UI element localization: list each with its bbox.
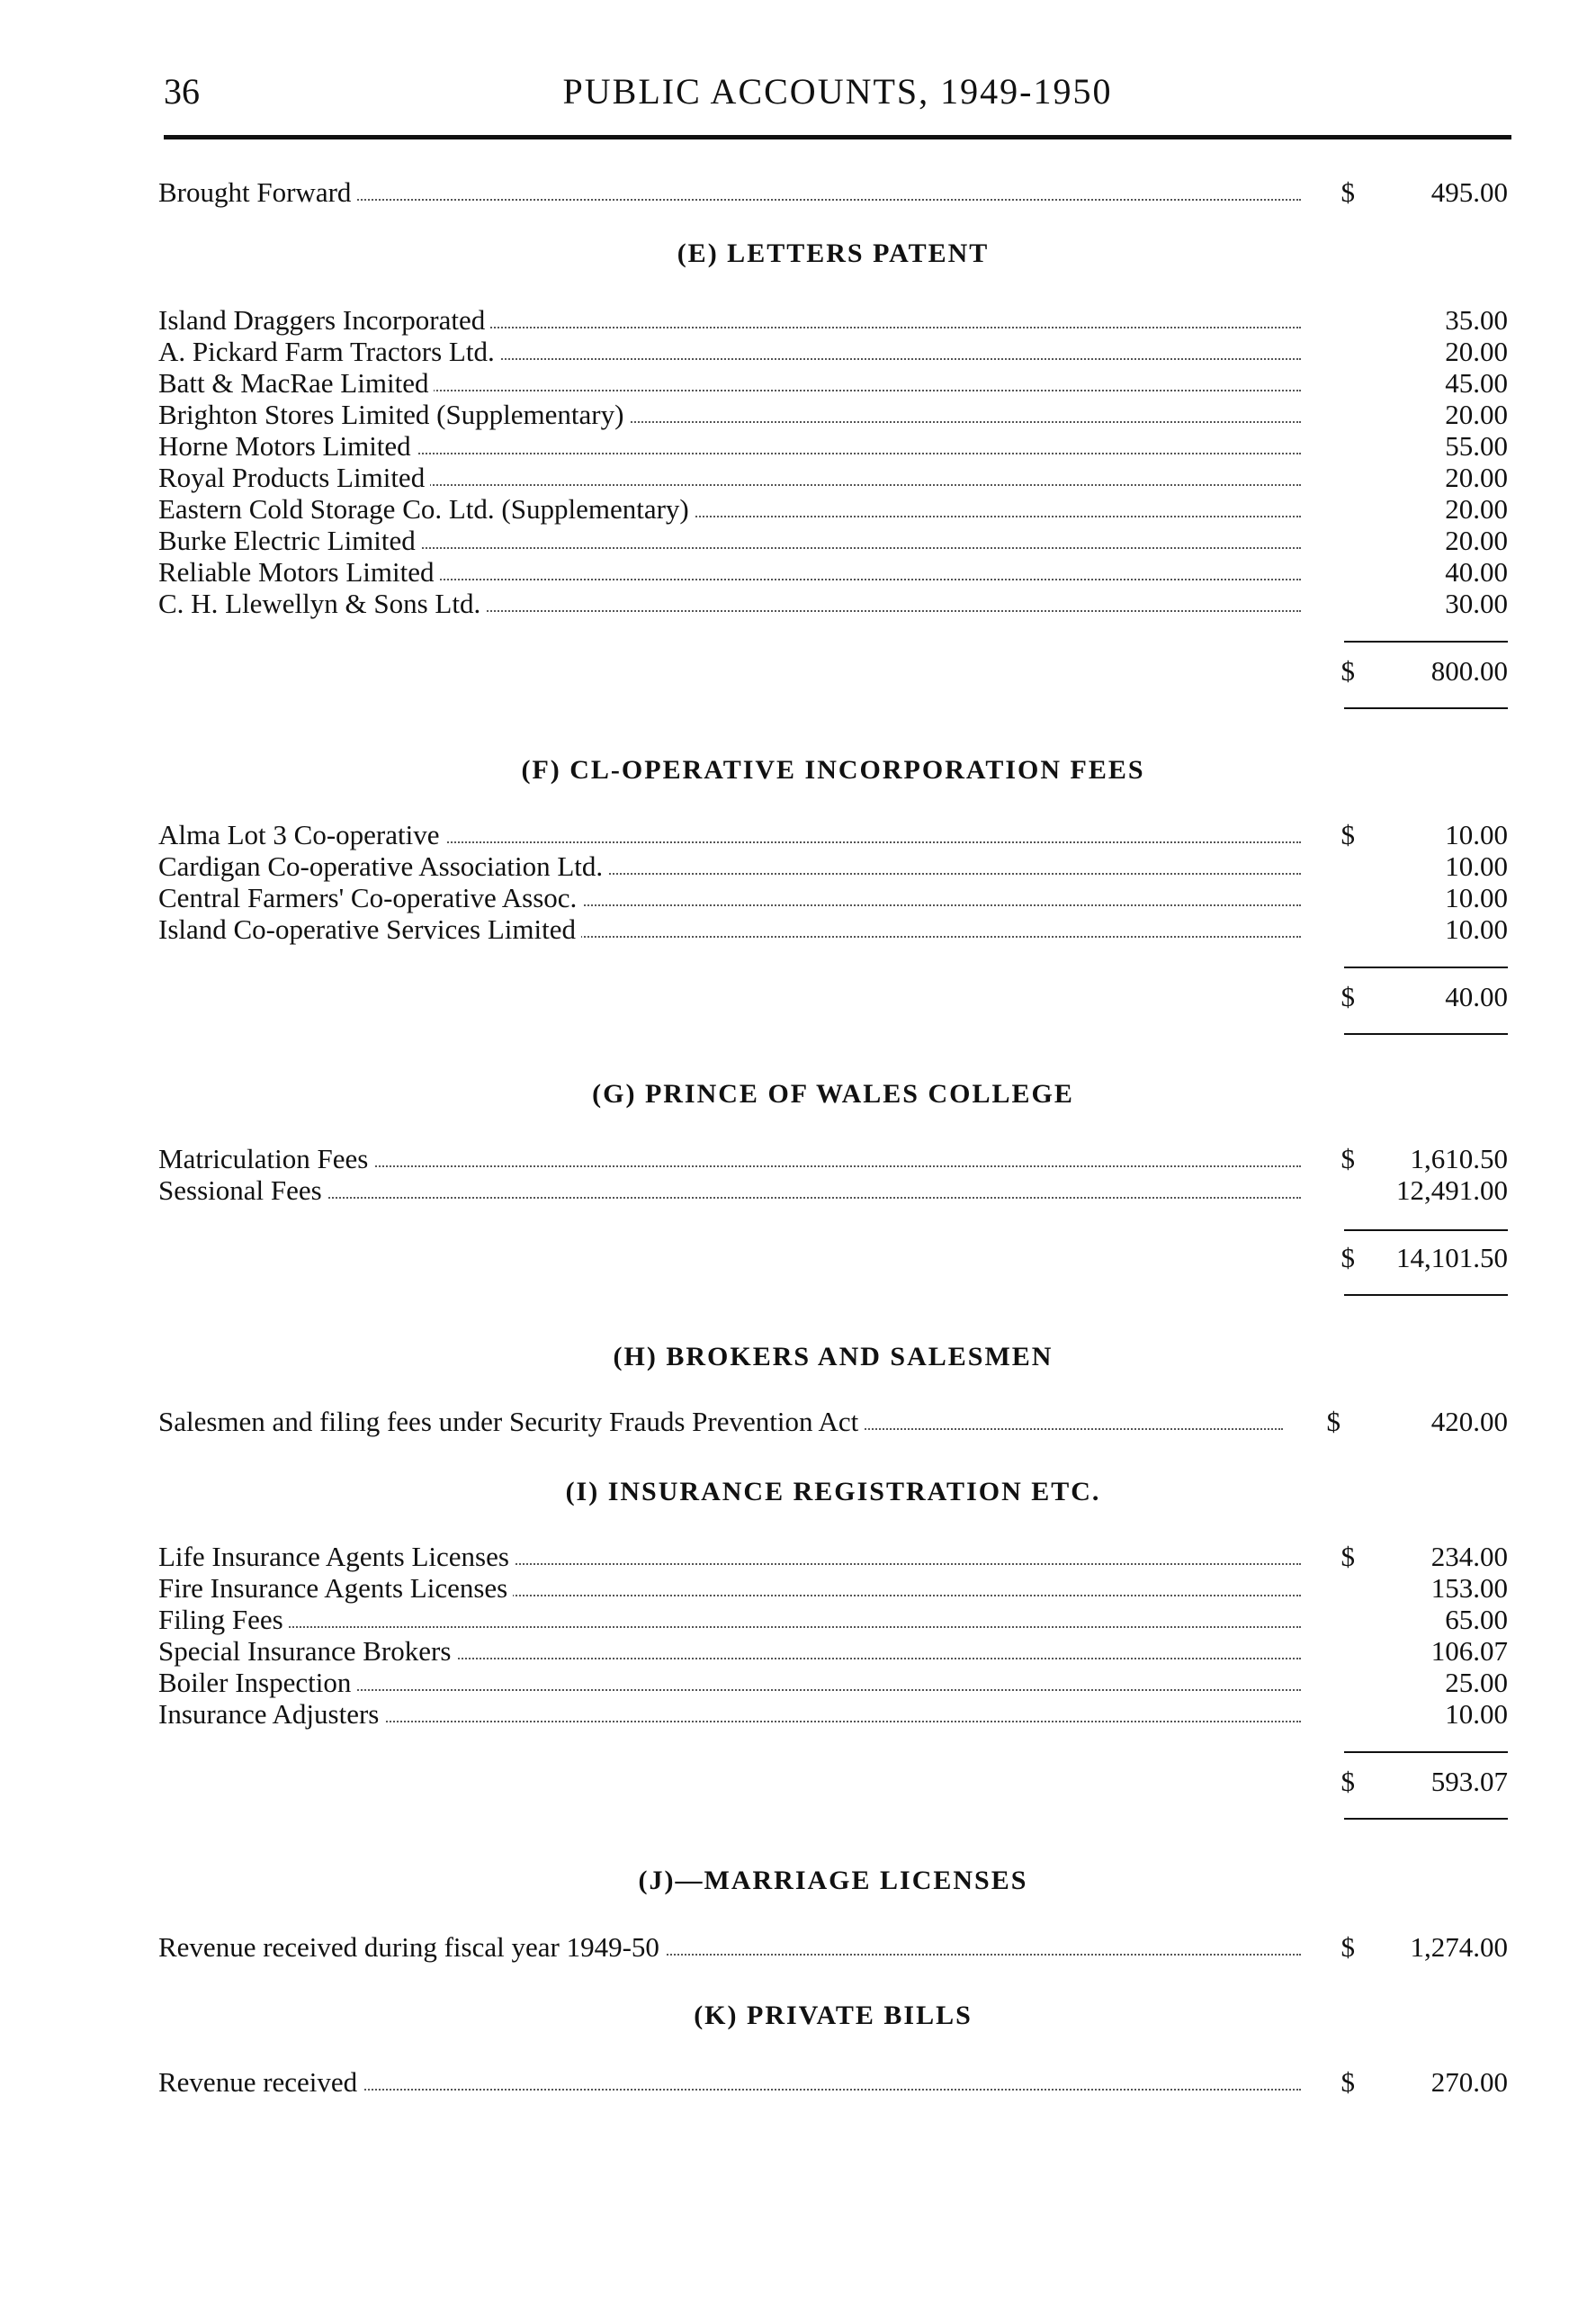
item-label: Island Draggers Incorporated bbox=[158, 304, 490, 337]
currency-sign: $ bbox=[1340, 819, 1355, 850]
subtotal-rule bbox=[1344, 641, 1508, 643]
section-total: 593.07 bbox=[1430, 1766, 1508, 1797]
section-total: 40.00 bbox=[1445, 981, 1508, 1012]
item-amount: 55.00 bbox=[1445, 430, 1508, 462]
brought-forward-label: Brought Forward bbox=[158, 176, 356, 209]
list-item bbox=[158, 462, 1508, 494]
total-rule bbox=[1344, 707, 1508, 709]
list-item bbox=[158, 304, 1508, 337]
section-heading-cooperative-fees: (F) CL-OPERATIVE INCORPORATION FEES bbox=[521, 755, 1145, 785]
list-item bbox=[158, 2066, 1508, 2099]
item-amount: 20.00 bbox=[1445, 336, 1508, 367]
list-item bbox=[158, 493, 1508, 526]
list-item bbox=[158, 1931, 1508, 1964]
item-amount: 10.00 bbox=[1445, 850, 1508, 882]
list-item bbox=[158, 1635, 1508, 1668]
item-label: Life Insurance Agents Licenses bbox=[158, 1541, 515, 1573]
item-amount: 20.00 bbox=[1445, 399, 1508, 430]
item-label: Central Farmers' Co-operative Assoc. bbox=[158, 882, 582, 914]
currency-sign: $ bbox=[1340, 1242, 1355, 1273]
subtotal-rule bbox=[1344, 967, 1508, 968]
item-label: Eastern Cold Storage Co. Ltd. (Supplementary) bbox=[158, 493, 695, 526]
list-item bbox=[158, 913, 1508, 946]
item-label: Brighton Stores Limited (Supplementary) bbox=[158, 399, 629, 431]
currency-sign: $ bbox=[1326, 1406, 1340, 1437]
list-item bbox=[158, 1698, 1508, 1731]
section-heading-prince-of-wales-college: (G) PRINCE OF WALES COLLEGE bbox=[592, 1079, 1074, 1109]
item-label: Horne Motors Limited bbox=[158, 430, 417, 463]
item-amount: 153.00 bbox=[1430, 1572, 1508, 1604]
currency-sign: $ bbox=[1340, 1931, 1355, 1963]
item-amount: 10.00 bbox=[1445, 819, 1508, 850]
section-total: 800.00 bbox=[1430, 655, 1508, 687]
currency-sign: $ bbox=[1340, 1541, 1355, 1572]
total-rule bbox=[1344, 1294, 1508, 1296]
list-item bbox=[158, 819, 1508, 851]
item-label: Special Insurance Brokers bbox=[158, 1635, 456, 1668]
currency-sign: $ bbox=[1340, 1143, 1355, 1174]
section-heading-private-bills: (K) PRIVATE BILLS bbox=[694, 2001, 973, 2030]
list-item bbox=[158, 1572, 1508, 1605]
total-row bbox=[158, 655, 1508, 688]
item-amount: 12,491.00 bbox=[1396, 1174, 1508, 1206]
list-item bbox=[158, 336, 1508, 368]
list-item bbox=[158, 882, 1508, 914]
item-label: Cardigan Co-operative Association Ltd. bbox=[158, 850, 608, 883]
item-label: Filing Fees bbox=[158, 1604, 289, 1636]
list-item bbox=[158, 430, 1508, 463]
item-amount: 35.00 bbox=[1445, 304, 1508, 336]
list-item bbox=[158, 399, 1508, 431]
total-row bbox=[158, 1766, 1508, 1798]
item-label: Revenue received bbox=[158, 2066, 363, 2099]
currency-sign: $ bbox=[1340, 981, 1355, 1012]
item-amount: 25.00 bbox=[1445, 1667, 1508, 1698]
list-item bbox=[158, 588, 1508, 620]
item-label: Matriculation Fees bbox=[158, 1143, 373, 1175]
item-label: Alma Lot 3 Co-operative bbox=[158, 819, 445, 851]
currency-sign: $ bbox=[1340, 2066, 1355, 2098]
item-amount: 20.00 bbox=[1445, 493, 1508, 525]
total-row bbox=[158, 981, 1508, 1013]
item-label: Sessional Fees bbox=[158, 1174, 327, 1207]
item-label: Salesmen and filing fees under Security Frauds Prevention Act bbox=[158, 1406, 864, 1438]
list-item bbox=[158, 556, 1508, 589]
list-item bbox=[158, 367, 1508, 400]
item-amount: 40.00 bbox=[1445, 556, 1508, 588]
item-label: C. H. Llewellyn & Sons Ltd. bbox=[158, 588, 486, 620]
item-amount: 20.00 bbox=[1445, 462, 1508, 493]
section-heading-letters-patent: (E) LETTERS PATENT bbox=[677, 238, 990, 268]
item-label: Fire Insurance Agents Licenses bbox=[158, 1572, 513, 1605]
item-label: Insurance Adjusters bbox=[158, 1698, 384, 1731]
list-item bbox=[158, 525, 1508, 557]
list-item bbox=[158, 1541, 1508, 1573]
item-amount: 30.00 bbox=[1445, 588, 1508, 619]
list-item bbox=[158, 1406, 1508, 1438]
currency-sign: $ bbox=[1340, 176, 1355, 208]
list-item bbox=[158, 1604, 1508, 1636]
list-item bbox=[158, 1143, 1508, 1175]
dot-leader bbox=[167, 1626, 1301, 1628]
section-heading-brokers-and-salesmen: (H) BROKERS AND SALESMEN bbox=[613, 1342, 1054, 1371]
page-number: 36 bbox=[164, 71, 200, 112]
brought-forward-amount: 495.00 bbox=[1430, 176, 1508, 208]
item-amount: 10.00 bbox=[1445, 1698, 1508, 1730]
item-label: Reliable Motors Limited bbox=[158, 556, 440, 589]
item-label: Royal Products Limited bbox=[158, 462, 430, 494]
item-label: Burke Electric Limited bbox=[158, 525, 421, 557]
item-amount: 10.00 bbox=[1445, 882, 1508, 913]
header-rule bbox=[164, 135, 1511, 139]
total-rule bbox=[1344, 1818, 1508, 1820]
currency-sign: $ bbox=[1340, 655, 1355, 687]
page-title: PUBLIC ACCOUNTS, 1949-1950 bbox=[562, 71, 1113, 112]
currency-sign: $ bbox=[1340, 1766, 1355, 1797]
item-amount: 65.00 bbox=[1445, 1604, 1508, 1635]
item-label: Revenue received during fiscal year 1949-50 bbox=[158, 1931, 665, 1964]
brought-forward-row bbox=[158, 176, 1508, 209]
item-amount: 1,610.50 bbox=[1410, 1143, 1508, 1174]
item-label: Boiler Inspection bbox=[158, 1667, 356, 1699]
item-amount: 234.00 bbox=[1430, 1541, 1508, 1572]
item-label: Island Co-operative Services Limited bbox=[158, 913, 581, 946]
total-rule bbox=[1344, 1033, 1508, 1035]
item-amount: 45.00 bbox=[1445, 367, 1508, 399]
subtotal-rule bbox=[1344, 1751, 1508, 1753]
section-total: 14,101.50 bbox=[1396, 1242, 1508, 1273]
dot-leader bbox=[167, 1197, 1301, 1199]
item-amount: 270.00 bbox=[1430, 2066, 1508, 2098]
item-amount: 1,274.00 bbox=[1410, 1931, 1508, 1963]
list-item bbox=[158, 1667, 1508, 1699]
item-amount: 420.00 bbox=[1430, 1406, 1508, 1437]
item-label: Batt & MacRae Limited bbox=[158, 367, 434, 400]
item-amount: 10.00 bbox=[1445, 913, 1508, 945]
page-header bbox=[164, 70, 1511, 124]
total-row bbox=[158, 1242, 1508, 1274]
subtotal-rule bbox=[1344, 1229, 1508, 1231]
list-item bbox=[158, 850, 1508, 883]
item-amount: 106.07 bbox=[1430, 1635, 1508, 1667]
item-amount: 20.00 bbox=[1445, 525, 1508, 556]
item-label: A. Pickard Farm Tractors Ltd. bbox=[158, 336, 500, 368]
section-heading-marriage-licenses: (J)—MARRIAGE LICENSES bbox=[638, 1866, 1028, 1895]
list-item bbox=[158, 1174, 1508, 1207]
section-heading-insurance-registration: (I) INSURANCE REGISTRATION ETC. bbox=[565, 1477, 1101, 1506]
